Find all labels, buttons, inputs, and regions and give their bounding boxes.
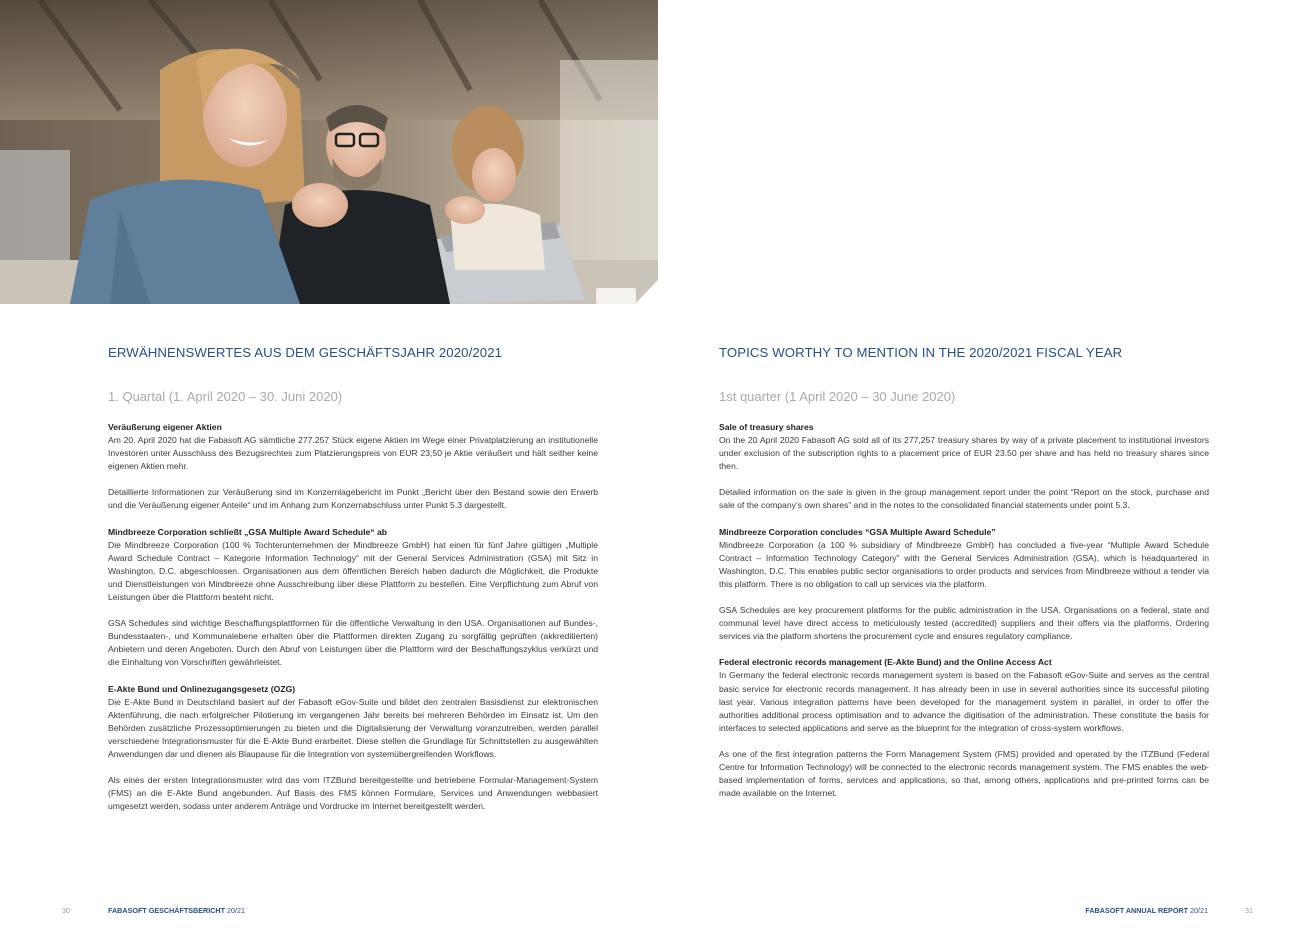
section-title: E-Akte Bund und Onlinezugangsgesetz (OZG) xyxy=(108,683,296,694)
paragraph: Die E-Akte Bund in Deutschland basiert auf der Fabasoft eGov-Suite und bildet den zentralen Basisdienst zur elektronischen Aktenführung, die nach erfolgreicher Pilotierung im vergangenen Jahr bereits bei mehreren Behörden im Einsatz ist. Um den Behörden zusätzliche Prozessoptimierungen zu bieten und die Digitalisierung der Verwaltung voranzutreiben, werden parallel verschiedene Integrationsmuster für die E-Akte Bund erarbeitet. Diese stellen die Grundlage für Schnittstellen zu ausgewählten Anwendungen dar und dienen als Blaupause für die Integration von systemübergreifenden Workflows. xyxy=(108,696,598,759)
paragraph: Detaillierte Informationen zur Veräußerung sind im Konzernlagebericht im Punkt „Bericht über den Bestand sowie den Erwerb und die Veräußerung eigener Anteile“ und im Anhang zum Konzernabschluss unter Punkt 5.3 dargestellt. xyxy=(108,487,598,511)
paragraph: Die Mindbreeze Corporation (100 % Tochterunternehmen der Mindbreeze GmbH) hat einen für fünf Jahre gültigen „Multiple Award Schedule Contract – Kategorie Information Technology“ mit der General Services Administration (GSA) mit Sitz in Washington, D.C. abgeschlossen. Organisationen aus dem öffentlichen Bereich haben dadurch die Möglichkeit, die Produkte und Dienstleistungen von Mindbreeze ohne Ausschreibung über diese Plattform zu bestellen. Eine Verpflichtung zum Abruf von Leistungen über die Plattform besteht nicht. xyxy=(108,539,598,603)
paragraph: Detailed information on the sale is given in the group management report under the point “Report on the stock, purchase and sale of the company’s own shares” and in the notes to the consolidated financial statements under point 5.3. xyxy=(719,487,1209,511)
right-footer-title xyxy=(1085,906,1208,915)
paragraph: GSA Schedules sind wichtige Beschaffungsplattformen für die öffentliche Verwaltung in den USA. Organisationen auf Bundes-, Bundesstaaten-, und Kommunalebene erhalten über die Plattformen direkten Zugang zu sorgfältig geprüften (akkreditierten) Anbietern und deren Angeboten. Durch den Abruf von Leistungen über die Plattform wird der Beschaffungszyklus verkürzt und die Einhaltung von Vorschriften gewährleistet. xyxy=(108,618,598,668)
right-quarter-subheading: 1st quarter (1 April 2020 – 30 June 2020) xyxy=(719,389,956,404)
right-page-heading: TOPICS WORTHY TO MENTION IN THE 2020/2021 FISCAL YEAR xyxy=(719,345,1123,360)
paragraph: As one of the first integration patterns the Form Management System (FMS) provided and operated by the ITZBund (Federal Centre for Information Technology) will be connected to the electronic records management system. The FMS enables the web-based implementation of forms, services and applications, so that, among others, applications and pre-printed forms can be made available on the Internet. xyxy=(719,748,1209,799)
right-footer-title-text: FABASOFT ANNUAL REPORT xyxy=(1085,906,1188,915)
paragraph: Als eines der ersten Integrationsmuster wird das vom ITZBund bereitgestellte und betriebene Formular-Management-System (FMS) an die E-Akte Bund angebunden. Auf Basis des FMS können Formulare, Services und Anwendungen webbasiert umgesetzt werden, sodass unter anderem Anträge und Vordrucke im Internet bereitgestellt werden. xyxy=(108,775,598,812)
section-title: Veräußerung eigener Aktien xyxy=(108,422,222,432)
paragraph: GSA Schedules are key procurement platforms for the public administration in the USA. Organisations on a federal, state and communal level have direct access to meticulously tested (accredited) suppliers and their offers via the platforms. Ordering services via the platform shortens the procurement cycle and ensures regulatory compliance. xyxy=(719,605,1209,642)
paragraph: Mindbreeze Corporation (a 100 % subsidiary of Mindbreeze GmbH) has concluded a five-year “Multiple Award Schedule Contract – Information Technology Category” with the General Services Administration (GSA), which is headquartered in Washington, D.C. This enables public sector organisations to order products and services from Mindbreeze without a tender via this platform. There is no obligation to call up services via the platform. xyxy=(719,539,1209,589)
section-title: Mindbreeze Corporation concludes “GSA Multiple Award Schedule” xyxy=(719,526,996,537)
left-page-heading: ERWÄHNENSWERTES AUS DEM GESCHÄFTSJAHR 2020/2021 xyxy=(108,345,503,360)
office-team-photo xyxy=(0,0,658,304)
section-title: Sale of treasury shares xyxy=(719,422,814,432)
left-footer-title-text: FABASOFT GESCHÄFTSBERICHT xyxy=(108,906,225,915)
right-section-gsa-schedule xyxy=(719,526,1209,644)
left-page-content xyxy=(108,344,598,826)
left-section-e-akte xyxy=(108,683,598,814)
left-page-number: 30 xyxy=(62,906,70,915)
section-title: Federal electronic records management (E-Akte Bund) and the Online Access Act xyxy=(719,657,1052,668)
right-section-treasury-shares xyxy=(719,421,1209,513)
paragraph: In Germany the federal electronic records management system is based on the Fabasoft eGov-Suite and serves as the central basic service for electronic records management. It has already been in use in several authorities since its successful piloting last year. Various integration patterns have been developed for the management system in parallel, in order to offer the authorities additional process optimisation and to advance the digitisation of the administration. These constitute the basis for interfaces to selected applications and serve as the blueprint for the integration of cross-system workflows. xyxy=(719,670,1209,733)
paragraph: Am 20. April 2020 hat die Fabasoft AG sämtliche 277.257 Stück eigene Aktien im Wege einer Privatplatzierung an institutionelle Investoren unter Ausschluss des Bezugsrechtes zum Platzierungspreis von EUR 23,50 je Aktie veräußert und hält seither keine eigenen Aktien mehr. xyxy=(108,435,598,472)
right-page-content xyxy=(719,344,1209,813)
section-title: Mindbreeze Corporation schließt „GSA Multiple Award Schedule“ ab xyxy=(108,526,388,537)
right-section-e-akte xyxy=(719,656,1209,800)
right-page-number: 31 xyxy=(1245,906,1253,915)
left-section-gsa-schedule xyxy=(108,526,598,670)
left-footer-year: 20/21 xyxy=(227,906,245,915)
left-quarter-subheading: 1. Quartal (1. April 2020 – 30. Juni 2020) xyxy=(108,389,343,404)
left-section-treasury-shares xyxy=(108,421,598,513)
paragraph: On the 20 April 2020 Fabasoft AG sold all of its 277,257 treasury shares by way of a private placement to institutional investors under exclusion of the subscription rights to a placement price of EUR 23.50 per share and has held no treasury shares since then. xyxy=(719,435,1209,472)
right-footer-year: 20/21 xyxy=(1190,906,1208,915)
left-footer-title xyxy=(108,906,245,915)
